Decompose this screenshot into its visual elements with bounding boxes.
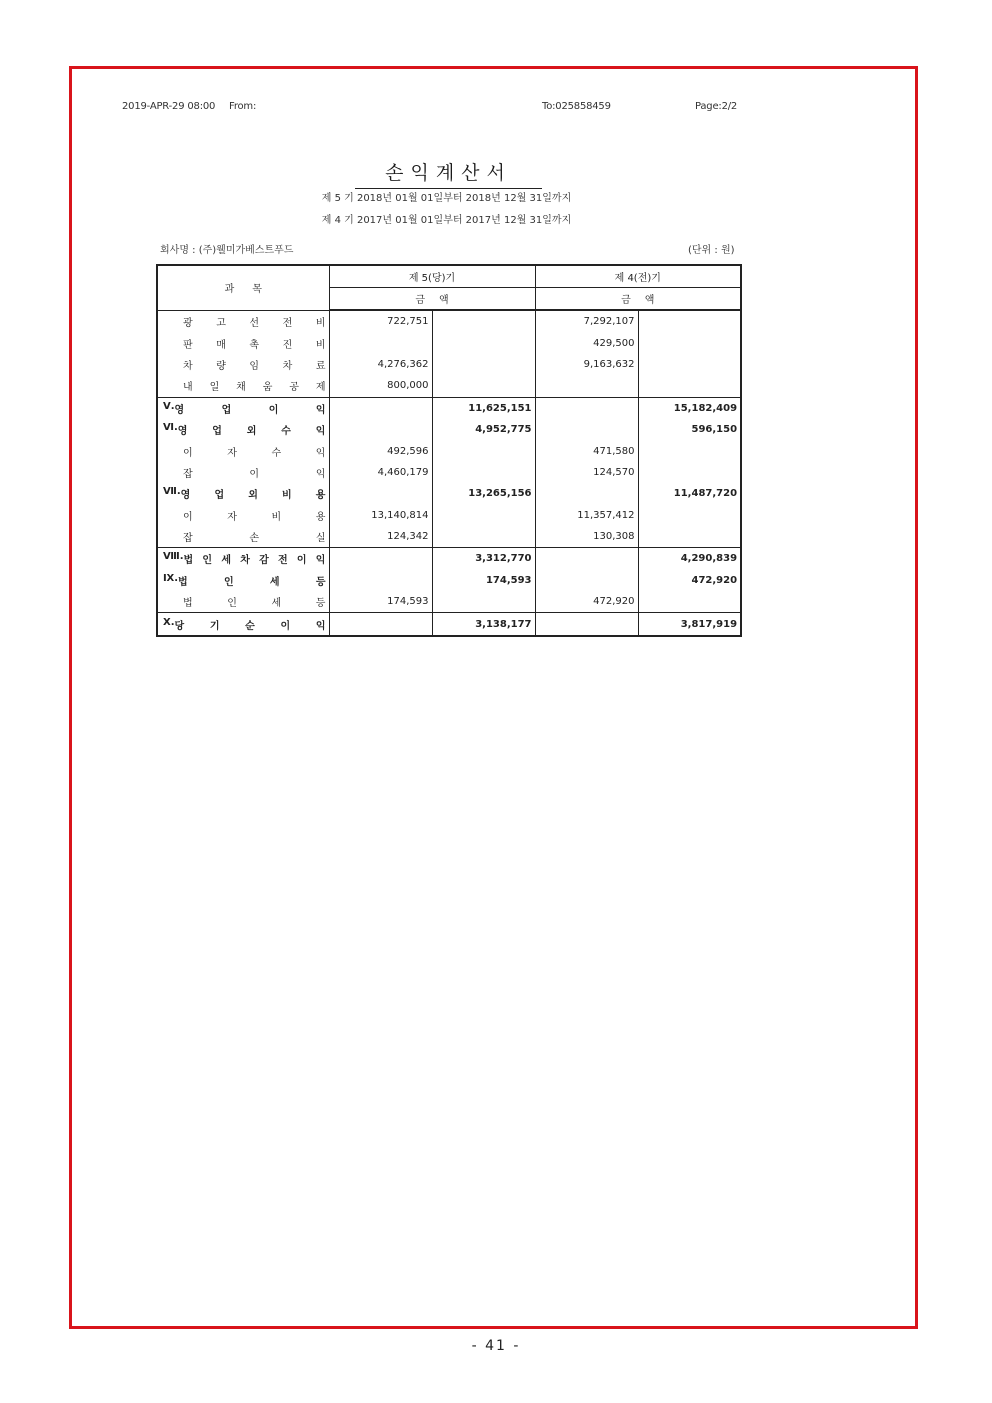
table-row xyxy=(157,483,741,504)
row-item-text xyxy=(183,465,326,480)
row-item xyxy=(157,505,329,526)
fax-to: To:025858459 xyxy=(542,101,611,112)
row-prev-total xyxy=(638,591,741,613)
row-item-prefix: Ⅹ. xyxy=(163,616,175,628)
label-char: 익 xyxy=(315,620,326,632)
row-item xyxy=(157,332,329,353)
row-item-text xyxy=(183,508,326,523)
label-char: 진 xyxy=(282,339,293,351)
row-cur-total xyxy=(432,310,535,332)
label-char: 채 xyxy=(236,382,246,394)
unit-label: (단위 : 원) xyxy=(688,245,735,256)
document-title: 손익계산서 xyxy=(355,158,542,189)
row-prev-detail: 7,292,107 xyxy=(535,310,638,332)
label-char: 내 xyxy=(183,382,193,394)
row-prev-total: 4,290,839 xyxy=(638,548,741,570)
row-item-label xyxy=(163,401,326,416)
label-char: 인 xyxy=(202,555,213,567)
row-prev-detail xyxy=(535,375,638,397)
income-statement-table xyxy=(156,264,742,637)
row-item-label xyxy=(163,444,326,459)
row-cur-detail xyxy=(329,613,432,636)
label-char: 비 xyxy=(282,490,292,502)
fax-page: Page:2/2 xyxy=(695,101,738,112)
row-item-label xyxy=(163,508,326,523)
row-item-text xyxy=(181,486,326,501)
row-cur-total xyxy=(432,505,535,526)
row-item-text xyxy=(183,594,326,609)
table-body xyxy=(157,310,741,636)
row-prev-total: 3,817,919 xyxy=(638,613,741,636)
row-item-label xyxy=(163,336,326,351)
label-char: 순 xyxy=(245,620,255,632)
label-char: 익 xyxy=(315,555,326,567)
label-char: 영 xyxy=(180,490,191,502)
row-cur-total: 4,952,775 xyxy=(432,419,535,440)
row-item xyxy=(157,483,329,504)
row-prev-total xyxy=(638,332,741,353)
label-char: 차 xyxy=(183,360,193,372)
label-char: 법 xyxy=(183,555,194,567)
current-period-header: 제 5(당)기 xyxy=(329,265,535,288)
label-char: 인 xyxy=(223,576,234,588)
row-cur-detail xyxy=(329,548,432,570)
row-item xyxy=(157,591,329,613)
row-item xyxy=(157,548,329,570)
row-item xyxy=(157,419,329,440)
row-prev-total xyxy=(638,505,741,526)
row-cur-detail: 124,342 xyxy=(329,526,432,548)
row-item-prefix: Ⅴ. xyxy=(163,400,175,412)
row-item xyxy=(157,526,329,548)
row-cur-detail: 722,751 xyxy=(329,310,432,332)
label-char: 비 xyxy=(315,317,326,329)
label-char: 업 xyxy=(221,404,232,416)
row-item-label xyxy=(163,314,326,329)
row-cur-total xyxy=(432,354,535,375)
label-char: 등 xyxy=(315,576,326,588)
row-prev-total xyxy=(638,310,741,332)
row-cur-detail: 800,000 xyxy=(329,375,432,397)
row-prev-detail xyxy=(535,613,638,636)
row-item-label xyxy=(163,594,326,609)
table-row xyxy=(157,613,741,636)
row-item-text xyxy=(183,529,326,544)
table-row xyxy=(157,440,741,461)
row-prev-total: 596,150 xyxy=(638,419,741,440)
label-char: 법 xyxy=(178,576,188,588)
label-char: 전 xyxy=(282,317,293,329)
row-prev-detail xyxy=(535,419,638,440)
row-prev-total: 15,182,409 xyxy=(638,397,741,419)
row-cur-detail xyxy=(329,419,432,440)
label-char: 일 xyxy=(209,382,220,394)
row-item xyxy=(157,397,329,419)
row-item xyxy=(157,440,329,461)
row-prev-total xyxy=(638,526,741,548)
previous-period-header: 제 4(전)기 xyxy=(535,265,741,288)
label-char: 업 xyxy=(214,490,225,502)
label-char: 감 xyxy=(259,555,269,567)
label-char: 임 xyxy=(249,360,260,372)
label-char: 자 xyxy=(227,511,237,523)
period-previous: 제 4 기 2017년 01월 01일부터 2017년 12월 31일까지 xyxy=(321,215,572,226)
row-cur-detail xyxy=(329,570,432,591)
label-char: 법 xyxy=(183,598,193,610)
table-row xyxy=(157,375,741,397)
row-item-prefix: Ⅷ. xyxy=(163,551,184,563)
table-row xyxy=(157,548,741,570)
row-cur-total xyxy=(432,440,535,461)
label-char: 용 xyxy=(315,490,326,502)
row-item-text xyxy=(175,617,326,632)
fax-date: 2019-APR-29 08:00 xyxy=(122,101,216,112)
label-char: 세 xyxy=(271,598,282,610)
label-char: 판 xyxy=(183,339,193,351)
row-item xyxy=(157,462,329,483)
label-char: 영 xyxy=(177,426,188,438)
row-cur-total: 13,265,156 xyxy=(432,483,535,504)
label-char: 선 xyxy=(249,317,260,329)
row-item-label xyxy=(163,357,326,372)
period-current: 제 5 기 2018년 01월 01일부터 2018년 12월 31일까지 xyxy=(321,193,572,204)
table-row xyxy=(157,419,741,440)
row-item-label xyxy=(163,529,326,544)
table-row xyxy=(157,505,741,526)
row-prev-detail: 9,163,632 xyxy=(535,354,638,375)
label-char: 자 xyxy=(227,447,237,459)
row-prev-detail: 124,570 xyxy=(535,462,638,483)
label-char: 익 xyxy=(315,426,326,438)
row-item-prefix: Ⅸ. xyxy=(163,572,179,584)
label-char: 잡 xyxy=(183,468,193,480)
table-row xyxy=(157,526,741,548)
row-prev-detail: 472,920 xyxy=(535,591,638,613)
row-item xyxy=(157,570,329,591)
row-cur-detail: 174,593 xyxy=(329,591,432,613)
row-item-label xyxy=(163,486,326,501)
row-item-prefix: Ⅵ. xyxy=(163,422,178,434)
label-char: 수 xyxy=(281,426,291,438)
table-row xyxy=(157,462,741,483)
label-char: 기 xyxy=(209,620,220,632)
row-item xyxy=(157,310,329,332)
label-char: 전 xyxy=(277,555,288,567)
row-cur-total: 174,593 xyxy=(432,570,535,591)
label-char: 비 xyxy=(315,339,326,351)
label-char: 영 xyxy=(174,404,185,416)
row-item-text xyxy=(183,357,326,372)
row-item-text xyxy=(183,336,326,351)
table-row xyxy=(157,354,741,375)
row-cur-total xyxy=(432,462,535,483)
table-row xyxy=(157,310,741,332)
label-char: 광 xyxy=(183,317,193,329)
row-cur-total: 3,138,177 xyxy=(432,613,535,636)
label-char: 수 xyxy=(271,447,282,459)
label-char: 업 xyxy=(212,426,222,438)
table-row xyxy=(157,397,741,419)
label-char: 세 xyxy=(269,576,280,588)
row-item-text xyxy=(184,551,326,566)
label-char: 량 xyxy=(216,360,226,372)
previous-amount-header: 금액 xyxy=(535,288,741,311)
label-char: 차 xyxy=(282,360,293,372)
row-item-label xyxy=(163,573,326,588)
row-prev-detail: 429,500 xyxy=(535,332,638,353)
row-prev-total xyxy=(638,354,741,375)
label-char: 이 xyxy=(249,468,260,480)
item-header: 과목 xyxy=(157,265,329,310)
label-char: 잡 xyxy=(183,533,193,545)
label-char: 등 xyxy=(315,598,326,610)
row-item-label xyxy=(163,551,326,566)
row-cur-detail xyxy=(329,483,432,504)
label-char: 이 xyxy=(296,555,307,567)
row-prev-total xyxy=(638,375,741,397)
row-prev-detail xyxy=(535,548,638,570)
row-item-label xyxy=(163,422,326,437)
row-cur-total xyxy=(432,375,535,397)
row-prev-detail xyxy=(535,570,638,591)
row-prev-detail: 11,357,412 xyxy=(535,505,638,526)
label-char: 이 xyxy=(268,404,279,416)
row-item-text xyxy=(183,444,326,459)
row-cur-total xyxy=(432,591,535,613)
row-item-label xyxy=(163,378,326,393)
label-char: 외 xyxy=(248,490,258,502)
label-char: 당 xyxy=(174,620,185,632)
row-item-text xyxy=(178,573,325,588)
label-char: 외 xyxy=(246,426,257,438)
row-prev-total xyxy=(638,462,741,483)
label-char: 제 xyxy=(315,382,326,394)
label-char: 손 xyxy=(249,533,260,545)
row-item-prefix: Ⅶ. xyxy=(163,486,181,498)
row-prev-total xyxy=(638,440,741,461)
row-cur-detail xyxy=(329,332,432,353)
row-item-label xyxy=(163,617,326,632)
row-cur-total xyxy=(432,332,535,353)
row-prev-total: 11,487,720 xyxy=(638,483,741,504)
label-char: 촉 xyxy=(249,339,260,351)
row-prev-detail xyxy=(535,397,638,419)
label-char: 움 xyxy=(262,382,273,394)
label-char: 익 xyxy=(315,447,326,459)
company-name: 회사명 : (주)웰미가베스트푸드 xyxy=(160,245,294,256)
row-prev-detail: 130,308 xyxy=(535,526,638,548)
table-row xyxy=(157,591,741,613)
row-item-text xyxy=(183,378,326,393)
row-item-text xyxy=(183,314,326,329)
row-cur-detail: 4,276,362 xyxy=(329,354,432,375)
page-number: - 41 - xyxy=(471,1338,521,1354)
row-item-label xyxy=(163,465,326,480)
row-cur-detail xyxy=(329,397,432,419)
label-char: 이 xyxy=(183,511,193,523)
row-cur-detail: 4,460,179 xyxy=(329,462,432,483)
label-char: 용 xyxy=(315,511,326,523)
label-char: 비 xyxy=(271,511,282,523)
row-cur-total: 3,312,770 xyxy=(432,548,535,570)
label-char: 실 xyxy=(315,533,326,545)
row-item-text xyxy=(175,401,326,416)
fax-from: From: xyxy=(229,101,257,112)
label-char: 차 xyxy=(240,555,250,567)
row-prev-detail xyxy=(535,483,638,504)
label-char: 익 xyxy=(315,404,326,416)
row-cur-total: 11,625,151 xyxy=(432,397,535,419)
row-item xyxy=(157,354,329,375)
row-cur-detail: 492,596 xyxy=(329,440,432,461)
label-char: 세 xyxy=(221,555,231,567)
row-prev-detail: 471,580 xyxy=(535,440,638,461)
row-cur-detail: 13,140,814 xyxy=(329,505,432,526)
row-cur-total xyxy=(432,526,535,548)
label-char: 이 xyxy=(183,447,193,459)
label-char: 이 xyxy=(280,620,291,632)
label-char: 인 xyxy=(227,598,237,610)
row-prev-total: 472,920 xyxy=(638,570,741,591)
row-item xyxy=(157,613,329,636)
label-char: 료 xyxy=(315,360,326,372)
table-row xyxy=(157,332,741,353)
current-amount-header: 금액 xyxy=(329,288,535,311)
label-char: 고 xyxy=(216,317,226,329)
label-char: 익 xyxy=(315,468,326,480)
row-item xyxy=(157,375,329,397)
table-row xyxy=(157,570,741,591)
label-char: 매 xyxy=(216,339,226,351)
label-char: 공 xyxy=(289,382,299,394)
row-item-text xyxy=(178,422,326,437)
